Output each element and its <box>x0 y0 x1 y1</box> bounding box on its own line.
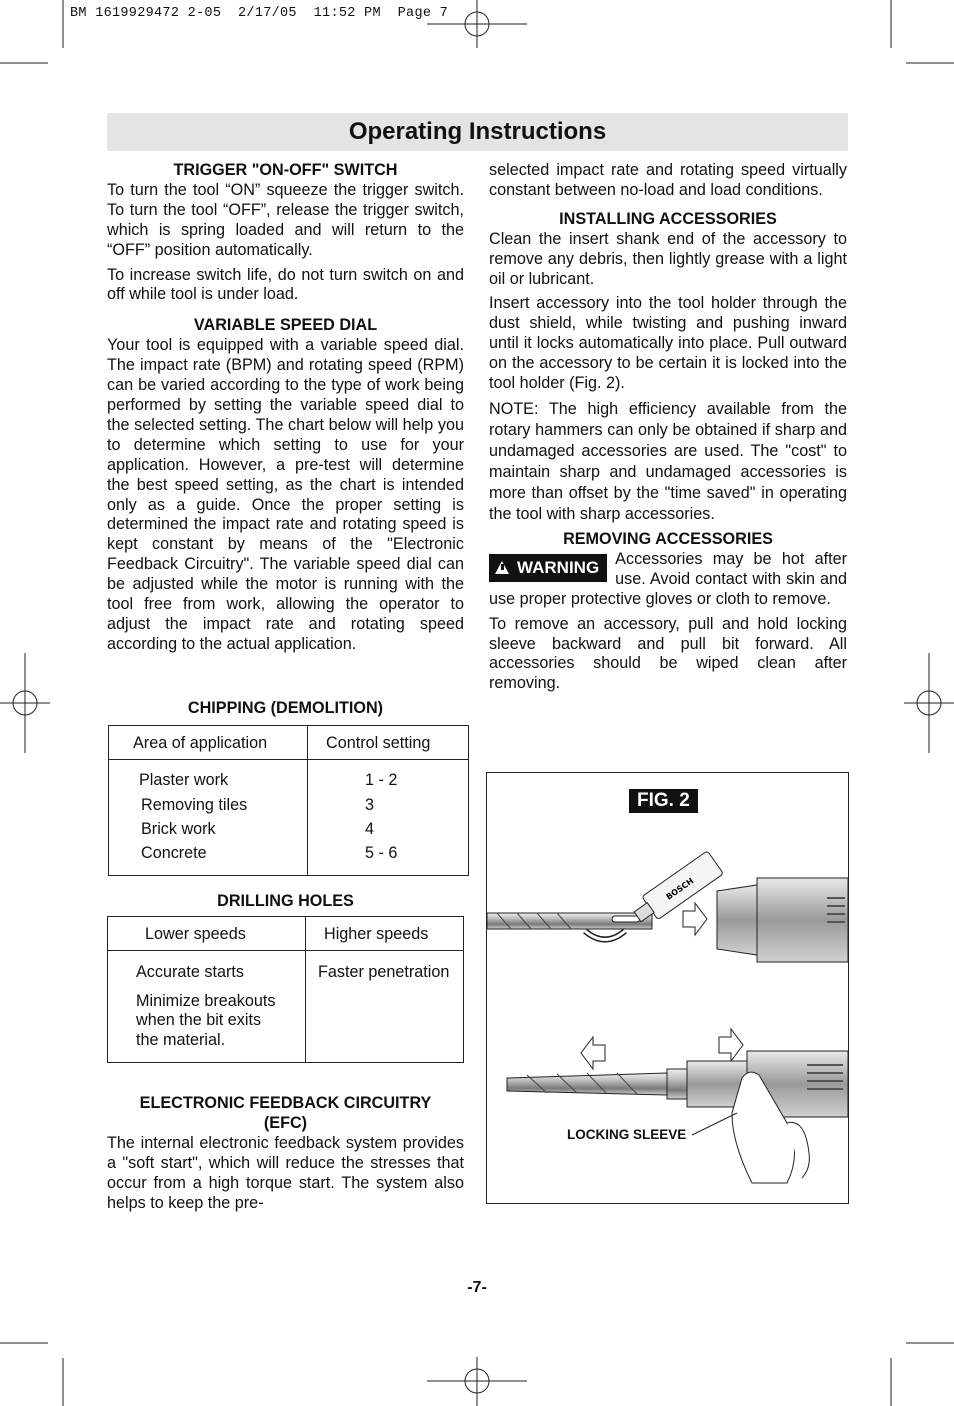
table-cell: Accurate starts <box>136 963 244 981</box>
install-paragraph-1: Clean the insert shank end of the accessory to remove any debris, then lightly grease with a light oil or lubricant. <box>489 229 847 288</box>
trigger-paragraph-1: To turn the tool “ON” squeeze the trigger switch. To turn the tool “OFF”, release the trigger switch, which is spring loaded and will return to the “OFF” position automatically. <box>107 180 464 259</box>
trigger-paragraph-2: To increase switch life, do not turn switch on and off while tool is under load. <box>107 265 464 304</box>
drilling-table <box>107 916 464 1063</box>
chipping-table-divider <box>307 726 308 875</box>
grease-tube <box>630 851 724 928</box>
drilling-col-high: Higher speeds <box>324 925 429 943</box>
trigger-heading: TRIGGER "ON-OFF" SWITCH <box>173 161 398 179</box>
left-column <box>107 161 464 660</box>
table-cell: Brick work <box>141 820 216 838</box>
arrow-left-icon <box>581 1037 605 1069</box>
table-cell: when the bit exits <box>136 1011 262 1029</box>
hammer-chuck-top <box>717 878 848 962</box>
chipping-col-area: Area of application <box>133 734 268 752</box>
table-cell: the material. <box>136 1031 226 1049</box>
efc-heading: ELECTRONIC FEEDBACK CIRCUITRY <box>139 1094 432 1112</box>
table-cell: Plaster work <box>139 771 229 789</box>
callout-line <box>692 1113 737 1135</box>
variable-speed-heading: VARIABLE SPEED DIAL <box>193 316 378 335</box>
drilling-col-low: Lower speeds <box>145 925 246 943</box>
table-cell: 4 <box>365 820 375 838</box>
efc-continued: selected impact rate and rotating speed virtually constant between no-load and load conditions. <box>489 161 847 199</box>
right-column <box>489 161 847 699</box>
install-paragraph-2: Insert accessory into the tool holder through the dust shield, while twisting and pushing inward until it locks automatically into place. Pull outward on the accessory to be certain it is locked into the tool holder (Fig. 2). <box>489 294 847 393</box>
print-slug: BM 1619929472 2-05 2/17/05 11:52 PM Page 7 <box>70 6 449 21</box>
efc-heading-sub: (EFC) <box>263 1113 308 1132</box>
efc-section <box>107 1094 464 1218</box>
drilling-heading: DRILLING HOLES <box>217 892 354 910</box>
chipping-table <box>108 725 469 876</box>
figure-2 <box>486 772 849 1204</box>
locking-sleeve-callout: LOCKING SLEEVE <box>567 1127 687 1142</box>
chipping-col-setting: Control setting <box>326 734 431 752</box>
warning-label: WARNING <box>517 557 600 577</box>
table-cell: 3 <box>365 796 375 814</box>
remove-paragraph: To remove an accessory, pull and hold locking sleeve backward and pull bit forward. All accessories should be wiped clean after removing. <box>489 614 847 693</box>
variable-speed-paragraph: Your tool is equipped with a variable speed dial. The impact rate (BPM) and rotating speed (RPM) can be varied according to the type of work being performed by setting the variable speed dial to the selected setting. The chart below will help you to determine which setting to use for your application. However, a pre-test will determine the best speed setting, as the chart is intended only as a guide. Once the proper setting is determined the impact rate and rotating speed is kept constant by means of the "Electronic Feedback Circuitry". The variable speed dial can be adjusted while the motor is running with the tool free from work, allowing the operator to adjust the impact rate and rotating speed according to the actual application. <box>107 336 464 653</box>
table-cell: Minimize breakouts <box>136 992 276 1010</box>
page-number: -7- <box>467 1279 487 1296</box>
remove-heading: REMOVING ACCESSORIES <box>563 529 773 548</box>
drill-bit-bottom <box>507 1069 687 1099</box>
efc-paragraph: The internal electronic feedback system provides a "soft start", which will reduce the stresses that occur from a high torque start. The system also helps to keep the pre- <box>107 1133 464 1212</box>
chipping-section <box>107 699 464 719</box>
table-cell: 5 - 6 <box>365 844 398 862</box>
chipping-heading: CHIPPING (DEMOLITION) <box>187 699 384 717</box>
title-bar <box>107 113 848 151</box>
warning-text: Accessories may be hot after use. Avoid contact with skin and use proper protective gloves or cloth to remove. <box>489 549 847 608</box>
drill-bit-top <box>487 913 652 929</box>
figure-label: FIG. 2 <box>629 789 698 813</box>
table-cell: Concrete <box>141 844 207 862</box>
table-cell: Faster penetration <box>318 963 450 981</box>
tube-brand: BOSCH <box>664 876 696 902</box>
drilling-table-divider <box>305 917 306 1062</box>
drilling-section <box>107 892 464 912</box>
table-cell: 1 - 2 <box>365 771 398 789</box>
warning-badge <box>489 554 607 582</box>
table-cell: Removing tiles <box>141 796 248 814</box>
warning-icon <box>495 561 509 574</box>
arrow-right-icon <box>683 903 707 935</box>
page-title: Operating Instructions <box>348 118 607 145</box>
warning-block <box>489 550 847 610</box>
install-heading: INSTALLING ACCESSORIES <box>559 209 777 228</box>
arrow-right-icon <box>719 1029 743 1061</box>
note-paragraph: NOTE: The high efficiency available from the rotary hammers can only be obtained if sharp and undamaged accessories are used. The "cost" to maintain sharp and undamaged accessories is more than offset by the "time saved" in operating the tool with sharp accessories. <box>489 399 847 523</box>
